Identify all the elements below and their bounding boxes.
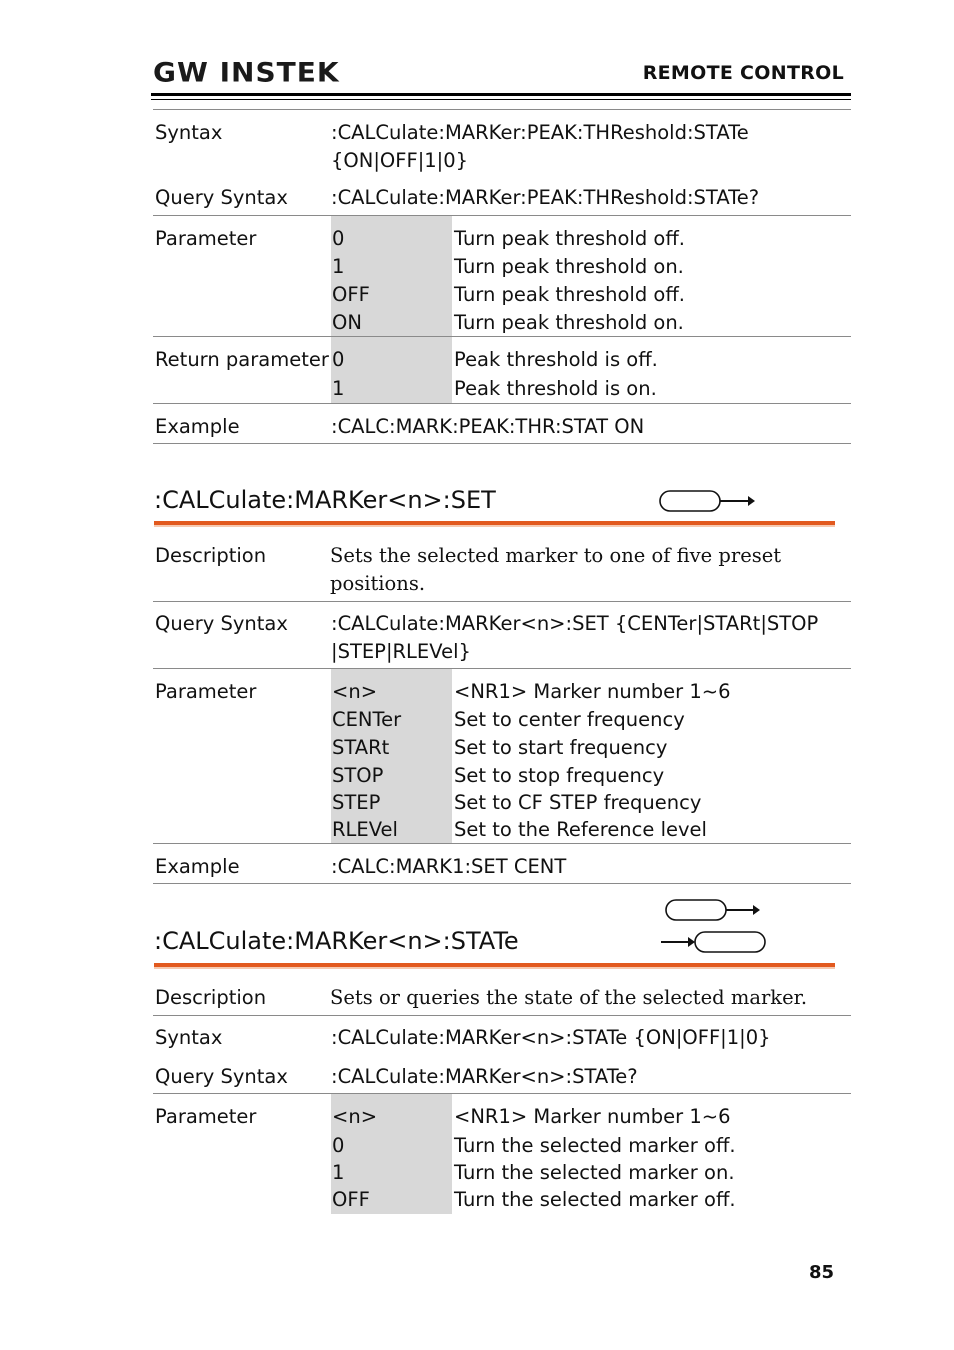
query-syntax-line: :CALCulate:MARKer<n>:SET {CENTer|STARt|STOP <box>331 612 819 635</box>
parameter-desc: Turn peak threshold off. <box>454 227 685 250</box>
row-rule <box>153 601 851 602</box>
row-rule <box>153 1093 851 1094</box>
table-top-rule <box>153 109 851 110</box>
return-key: 0 <box>332 348 345 371</box>
example-label: Example <box>155 855 240 878</box>
parameter-desc: Turn peak threshold on. <box>454 311 684 334</box>
parameter-desc: Set to CF STEP frequency <box>454 791 702 814</box>
query-syntax: :CALCulate:MARKer:PEAK:THReshold:STATe? <box>331 186 760 209</box>
example-value: :CALC:MARK:PEAK:THR:STAT ON <box>331 415 645 438</box>
section-title: :CALCulate:MARKer<n>:SET <box>154 486 496 514</box>
parameter-desc: Set to the Reference level <box>454 818 707 841</box>
row-rule <box>153 883 851 884</box>
parameter-key: 1 <box>332 255 345 278</box>
syntax-line: {ON|OFF|1|0} <box>331 149 469 172</box>
syntax-line: :CALCulate:MARKer:PEAK:THReshold:STATe <box>331 121 749 144</box>
parameter-desc: Set to stop frequency <box>454 764 665 787</box>
parameter-desc: Turn the selected marker off. <box>454 1188 736 1211</box>
row-rule <box>153 336 851 337</box>
parameter-key: OFF <box>332 1188 370 1211</box>
return-desc: Peak threshold is on. <box>454 377 657 400</box>
description-line: Sets the selected marker to one of five preset <box>330 544 782 567</box>
return-key-shade <box>331 337 452 403</box>
description-text: Sets or queries the state of the selected marker. <box>330 986 808 1009</box>
parameter-desc: Turn the selected marker on. <box>454 1161 735 1184</box>
syntax-value: :CALCulate:MARKer<n>:STATe {ON|OFF|1|0} <box>331 1026 771 1049</box>
parameter-key: STARt <box>332 736 390 759</box>
return-desc: Peak threshold is off. <box>454 348 658 371</box>
return-key: 1 <box>332 377 345 400</box>
section-title: :CALCulate:MARKer<n>:STATe <box>154 927 519 955</box>
parameter-key: 0 <box>332 1134 345 1157</box>
parameter-desc: Turn peak threshold off. <box>454 283 685 306</box>
row-rule <box>153 443 851 444</box>
syntax-label: Syntax <box>155 121 223 144</box>
parameter-desc: <NR1> Marker number 1~6 <box>454 680 731 703</box>
section-accent-rule-shadow <box>154 525 835 527</box>
header-rule-thick <box>151 93 851 96</box>
section-accent-rule-shadow <box>154 967 835 969</box>
row-rule <box>153 215 851 216</box>
return-parameter-label: Return parameter <box>155 348 329 371</box>
query-syntax-label: Query Syntax <box>155 612 288 635</box>
parameter-desc: Turn peak threshold on. <box>454 255 684 278</box>
parameter-desc: Set to center frequency <box>454 708 685 731</box>
page-number: 85 <box>808 1262 834 1283</box>
set-query-command-icon <box>660 897 770 957</box>
row-rule <box>153 668 851 669</box>
example-value: :CALC:MARK1:SET CENT <box>331 855 567 878</box>
parameter-key: <n> <box>332 680 378 703</box>
parameter-desc: Turn the selected marker off. <box>454 1134 736 1157</box>
parameter-key: 0 <box>332 227 345 250</box>
parameter-label: Parameter <box>155 227 257 250</box>
parameter-key: RLEVel <box>332 818 398 841</box>
query-syntax-line: |STEP|RLEVel} <box>331 640 471 663</box>
section-header: REMOTE CONTROL <box>642 62 844 84</box>
parameter-key: ON <box>332 311 362 334</box>
description-label: Description <box>155 544 267 567</box>
parameter-label: Parameter <box>155 680 257 703</box>
parameter-key: 1 <box>332 1161 345 1184</box>
parameter-key: STOP <box>332 764 384 787</box>
parameter-key: STEP <box>332 791 381 814</box>
description-line: positions. <box>330 572 426 595</box>
row-rule <box>153 1015 851 1016</box>
row-rule <box>153 403 851 404</box>
syntax-label: Syntax <box>155 1026 223 1049</box>
example-label: Example <box>155 415 240 438</box>
parameter-label: Parameter <box>155 1105 257 1128</box>
brand-logo: GW INSTEK <box>153 56 340 89</box>
query-syntax-label: Query Syntax <box>155 1065 288 1088</box>
row-rule <box>153 843 851 844</box>
description-label: Description <box>155 986 267 1009</box>
parameter-key: <n> <box>332 1105 378 1128</box>
set-command-icon <box>658 488 758 516</box>
parameter-desc: Set to start frequency <box>454 736 668 759</box>
parameter-key: OFF <box>332 283 370 306</box>
query-syntax-label: Query Syntax <box>155 186 288 209</box>
query-syntax: :CALCulate:MARKer<n>:STATe? <box>331 1065 638 1088</box>
header-rule-thin <box>151 99 851 100</box>
parameter-desc: <NR1> Marker number 1~6 <box>454 1105 731 1128</box>
parameter-key: CENTer <box>332 708 402 731</box>
